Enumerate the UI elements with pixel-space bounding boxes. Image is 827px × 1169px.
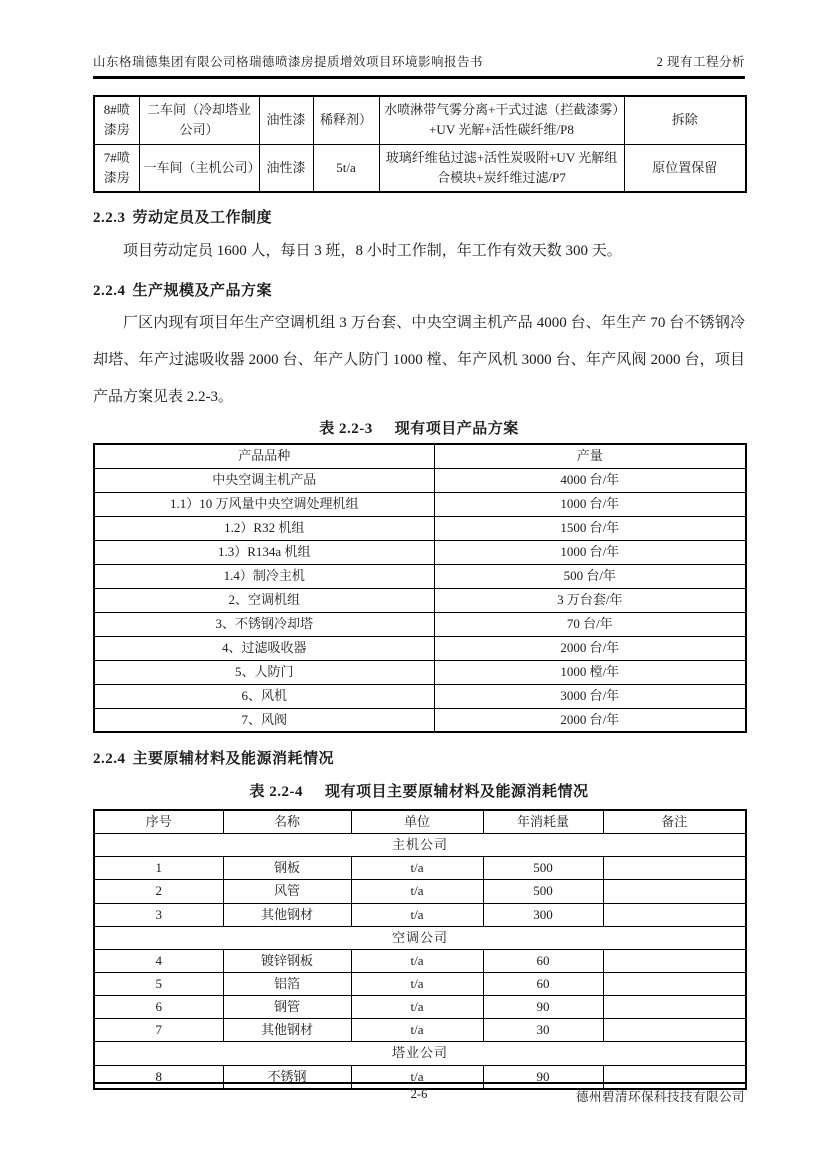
table-row [94, 564, 746, 588]
table-cell: 不锈钢 [223, 1065, 351, 1089]
table-cell: 7#喷漆房 [94, 144, 139, 192]
column-header: 产品品种 [94, 444, 434, 468]
column-header: 单位 [351, 810, 483, 834]
table-header-row [94, 810, 746, 834]
table-cell: 2、空调机组 [94, 588, 434, 612]
table-cell: 300 [483, 903, 603, 926]
caption-text: 现有项目产品方案 [394, 420, 519, 437]
table-header-row [94, 444, 746, 468]
table-row [94, 96, 746, 144]
table-cell: 风管 [223, 880, 351, 903]
table-cell: 中央空调主机产品 [94, 468, 434, 492]
table-row [94, 612, 746, 636]
section-title: 主要原辅材料及能源消耗情况 [132, 750, 335, 767]
section-number: 2.2.3 [93, 210, 126, 226]
table-row [94, 880, 746, 903]
products-table-caption [93, 417, 745, 438]
table-cell: 500 台/年 [434, 564, 746, 588]
materials-table-caption [93, 780, 745, 801]
paragraph-labor: 项目劳动定员 1600 人，每日 3 班，8 小时工作制，年工作有效天数 300 天。 [123, 243, 622, 259]
table-cell: 70 台/年 [434, 612, 746, 636]
column-header: 序号 [94, 810, 223, 834]
table-cell: 4、过滤吸收器 [94, 636, 434, 660]
table-cell: 一车间（主机公司） [139, 144, 259, 192]
table-cell: 5t/a [313, 144, 379, 192]
table-cell: 油性漆 [259, 144, 313, 192]
table-row [94, 857, 746, 880]
page-number: 2-6 [410, 1087, 428, 1101]
table-row [94, 660, 746, 684]
table-cell: 拆除 [624, 96, 746, 144]
table-cell: t/a [351, 880, 483, 903]
table-cell [603, 857, 746, 880]
column-header: 产量 [434, 444, 746, 468]
section-heading-labor [93, 206, 745, 227]
page-header [93, 52, 745, 79]
table-row [94, 684, 746, 708]
table-cell: 镀锌钢板 [223, 949, 351, 972]
table-cell: 8 [94, 1065, 223, 1089]
group-label: 主机公司 [94, 834, 746, 857]
table-row [94, 636, 746, 660]
table-cell: 4000 台/年 [434, 468, 746, 492]
table-cell: 1.3）R134a 机组 [94, 540, 434, 564]
table-cell: 60 [483, 949, 603, 972]
group-label: 塔业公司 [94, 1042, 746, 1065]
page-footer [93, 1082, 745, 1103]
table-row [94, 996, 746, 1019]
table-cell [603, 996, 746, 1019]
table-cell: 5 [94, 972, 223, 995]
table-cell: 8#喷漆房 [94, 96, 139, 144]
table-cell: 6 [94, 996, 223, 1019]
table-cell: 其他钢材 [223, 903, 351, 926]
table-row [94, 949, 746, 972]
caption-number: 表 2.2-3 [319, 421, 373, 437]
table-cell: 铝箔 [223, 972, 351, 995]
table-cell: 3、不锈钢冷却塔 [94, 612, 434, 636]
table-cell: t/a [351, 1019, 483, 1042]
footer-line [93, 1087, 745, 1103]
table-cell: 1.4）制冷主机 [94, 564, 434, 588]
column-header: 名称 [223, 810, 351, 834]
table-cell: 1500 台/年 [434, 516, 746, 540]
table-cell: 7、风阀 [94, 708, 434, 732]
table-cell [603, 949, 746, 972]
table-row [94, 972, 746, 995]
table-cell: t/a [351, 996, 483, 1019]
table-cell: 4 [94, 949, 223, 972]
table-cell [603, 880, 746, 903]
table-cell: 1000 台/年 [434, 492, 746, 516]
paint-booth-table [93, 95, 747, 193]
table-cell: 500 [483, 880, 603, 903]
table-cell: t/a [351, 972, 483, 995]
table-cell: 1000 樘/年 [434, 660, 746, 684]
group-row [94, 834, 746, 857]
table-cell [603, 1019, 746, 1042]
table-row [94, 708, 746, 732]
table-cell: 500 [483, 857, 603, 880]
table-cell: t/a [351, 1065, 483, 1089]
table-cell: 2 [94, 880, 223, 903]
table-cell: 1 [94, 857, 223, 880]
section-title: 生产规模及产品方案 [132, 282, 273, 299]
table-cell: 5、人防门 [94, 660, 434, 684]
table-row [94, 144, 746, 192]
products-table [93, 443, 747, 733]
table-row [94, 540, 746, 564]
table-cell: 60 [483, 972, 603, 995]
section-heading-materials [93, 747, 745, 768]
column-header: 年消耗量 [483, 810, 603, 834]
table-cell [603, 972, 746, 995]
group-row [94, 1042, 746, 1065]
table-row [94, 588, 746, 612]
table-cell: t/a [351, 949, 483, 972]
column-header: 备注 [603, 810, 746, 834]
table-cell [603, 903, 746, 926]
paragraph-production: 厂区内现有项目年生产空调机组 3 万台套、中央空调主机产品 4000 台、年生产 70 台不锈钢冷却塔、年产过滤吸收器 2000 台、年产人防门 1000 樘、年产风机 3000 台、年产风阀 2000 台，项目产品方案见表 2.2-3。 [93, 315, 745, 405]
table-cell: 2000 台/年 [434, 636, 746, 660]
table-cell: 其他钢材 [223, 1019, 351, 1042]
table-cell: 稀释剂） [313, 96, 379, 144]
table-row [94, 468, 746, 492]
group-row [94, 926, 746, 949]
table-row [94, 903, 746, 926]
table-cell: 6、风机 [94, 684, 434, 708]
section-heading-production [93, 279, 745, 300]
table-cell: t/a [351, 903, 483, 926]
table-cell: 1.1）10 万风量中央空调处理机组 [94, 492, 434, 516]
table-cell: 钢板 [223, 857, 351, 880]
page-content [93, 0, 745, 1090]
table-cell: 1.2）R32 机组 [94, 516, 434, 540]
table-cell: 3 [94, 903, 223, 926]
table-row [94, 1019, 746, 1042]
materials-table [93, 809, 747, 1090]
section-title: 劳动定员及工作制度 [132, 209, 273, 226]
section-number: 2.2.4 [93, 751, 126, 767]
table-cell: 7 [94, 1019, 223, 1042]
table-cell: 2000 台/年 [434, 708, 746, 732]
table-cell: 90 [483, 996, 603, 1019]
table-cell: 90 [483, 1065, 603, 1089]
footer-company-name: 德州碧清环保科技技有限公司 [575, 1090, 745, 1104]
table-cell: t/a [351, 857, 483, 880]
table-row [94, 516, 746, 540]
table-cell: 原位置保留 [624, 144, 746, 192]
table-cell: 1000 台/年 [434, 540, 746, 564]
header-chapter-label: 2 现有工程分析 [656, 55, 745, 69]
table-cell: 玻璃纤维毡过滤+活性炭吸附+UV 光解组合模块+炭纤维过滤/P7 [379, 144, 624, 192]
table-cell: 3000 台/年 [434, 684, 746, 708]
caption-number: 表 2.2-4 [249, 784, 303, 800]
table-cell: 3 万台套/年 [434, 588, 746, 612]
table-cell: 水喷淋带气雾分离+干式过滤（拦截漆雾）+UV 光解+活性碳纤维/P8 [379, 96, 624, 144]
table-cell: 30 [483, 1019, 603, 1042]
table-cell: 油性漆 [259, 96, 313, 144]
section-number: 2.2.4 [93, 283, 126, 299]
table-cell: 二车间（冷却塔业公司） [139, 96, 259, 144]
table-cell: 钢管 [223, 996, 351, 1019]
table-row [94, 492, 746, 516]
header-report-title: 山东格瑞德集团有限公司格瑞德喷漆房提质增效项目环境影响报告书 [93, 55, 484, 69]
group-label: 空调公司 [94, 926, 746, 949]
caption-text: 现有项目主要原辅材料及能源消耗情况 [324, 783, 589, 800]
